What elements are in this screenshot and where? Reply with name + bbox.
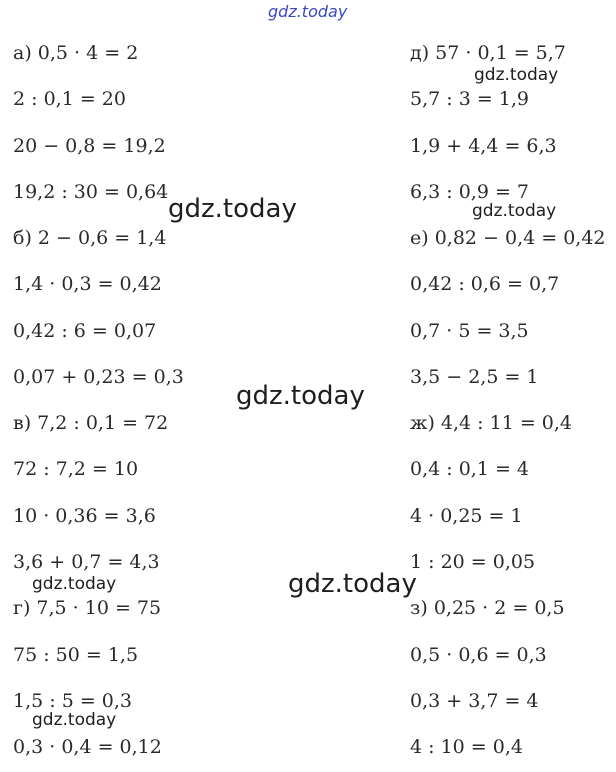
watermark-5: gdz.today <box>288 569 417 599</box>
left-line-6: 1,4 · 0,3 = 0,42 <box>13 273 162 295</box>
watermark-7: gdz.today <box>32 710 117 730</box>
right-line-12: 1 : 20 = 0,05 <box>410 551 536 573</box>
right-line-13: з) 0,25 · 2 = 0,5 <box>410 597 565 619</box>
right-line-3: 1,9 + 4,4 = 6,3 <box>410 135 557 157</box>
right-line-4: 6,3 : 0,9 = 7 <box>410 181 530 203</box>
left-line-13: г) 7,5 · 10 = 75 <box>13 597 162 619</box>
left-line-14: 75 : 50 = 1,5 <box>13 644 139 666</box>
right-line-11: 4 · 0,25 = 1 <box>410 505 523 527</box>
right-line-2: 5,7 : 3 = 1,9 <box>410 88 530 110</box>
right-line-15: 0,3 + 3,7 = 4 <box>410 690 539 712</box>
header-watermark: gdz.today <box>268 2 348 21</box>
right-line-5: е) 0,82 − 0,4 = 0,42 <box>410 227 606 249</box>
left-line-8: 0,07 + 0,23 = 0,3 <box>13 366 184 388</box>
right-line-10: 0,4 : 0,1 = 4 <box>410 458 530 480</box>
left-line-12: 3,6 + 0,7 = 4,3 <box>13 551 160 573</box>
left-line-5: б) 2 − 0,6 = 1,4 <box>13 227 167 249</box>
watermark-3: gdz.today <box>472 201 557 221</box>
right-line-8: 3,5 − 2,5 = 1 <box>410 366 539 388</box>
left-line-10: 72 : 7,2 = 10 <box>13 458 139 480</box>
right-line-14: 0,5 · 0,6 = 0,3 <box>410 644 547 666</box>
watermark-2: gdz.today <box>168 194 297 224</box>
left-line-11: 10 · 0,36 = 3,6 <box>13 505 156 527</box>
left-line-3: 20 − 0,8 = 19,2 <box>13 135 166 157</box>
right-line-1: д) 57 · 0,1 = 5,7 <box>410 42 566 64</box>
left-line-7: 0,42 : 6 = 0,07 <box>13 320 157 342</box>
left-line-2: 2 : 0,1 = 20 <box>13 88 126 110</box>
right-line-9: ж) 4,4 : 11 = 0,4 <box>410 412 573 434</box>
left-line-1: а) 0,5 · 4 = 2 <box>13 42 139 64</box>
left-line-9: в) 7,2 : 0,1 = 72 <box>13 412 169 434</box>
watermark-6: gdz.today <box>32 574 117 594</box>
right-line-6: 0,42 : 0,6 = 0,7 <box>410 273 560 295</box>
watermark-4: gdz.today <box>236 381 365 411</box>
left-line-15: 1,5 : 5 = 0,3 <box>13 690 133 712</box>
left-line-16: 0,3 · 0,4 = 0,12 <box>13 736 162 758</box>
watermark-1: gdz.today <box>474 65 559 85</box>
left-line-4: 19,2 : 30 = 0,64 <box>13 181 169 203</box>
right-line-7: 0,7 · 5 = 3,5 <box>410 320 529 342</box>
right-line-16: 4 : 10 = 0,4 <box>410 736 523 758</box>
